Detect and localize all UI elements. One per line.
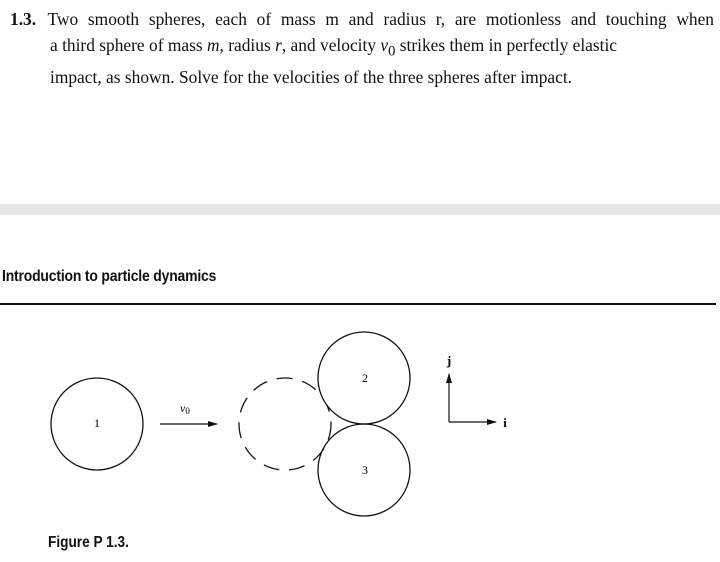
problem-text-1: Two smooth spheres, each of mass m and radius r, are motionless and touching when	[47, 9, 714, 29]
sphere-1-label: 1	[94, 416, 100, 430]
problem-statement	[10, 6, 714, 90]
sphere-3-label: 3	[362, 463, 368, 477]
problem-text-3: impact, as shown. Solve for the velocities of the three spheres after impact.	[50, 67, 573, 88]
velocity-label-v: v	[180, 401, 186, 415]
velocity-label	[180, 401, 190, 416]
header-rule	[0, 303, 716, 305]
problem-text-2c: , and velocity	[281, 35, 381, 55]
section-header: Introduction to particle dynamics	[2, 268, 217, 285]
problem-text-2a: a third sphere of mass	[50, 35, 207, 55]
problem-text-2b: , radius	[219, 35, 276, 55]
velocity-subscript: 0	[388, 43, 396, 60]
page-gap-band	[0, 204, 720, 215]
velocity-symbol: v	[380, 35, 389, 55]
problem-continuation	[10, 32, 714, 90]
problem-number: 1.3.	[10, 9, 37, 29]
radius-symbol: r	[275, 35, 282, 55]
figure-diagram	[0, 310, 720, 530]
mass-symbol: m	[206, 35, 220, 55]
axis-j-label: j	[446, 353, 452, 368]
velocity-label-sub: 0	[185, 406, 190, 416]
problem-text-2d: strikes them in perfectly elastic	[395, 35, 618, 55]
figure-caption: Figure P 1.3.	[48, 534, 129, 551]
impact-position-sphere	[239, 378, 331, 470]
sphere-2-label: 2	[362, 371, 368, 385]
axis-i-label: i	[503, 415, 507, 430]
problem-line-1	[10, 6, 714, 32]
